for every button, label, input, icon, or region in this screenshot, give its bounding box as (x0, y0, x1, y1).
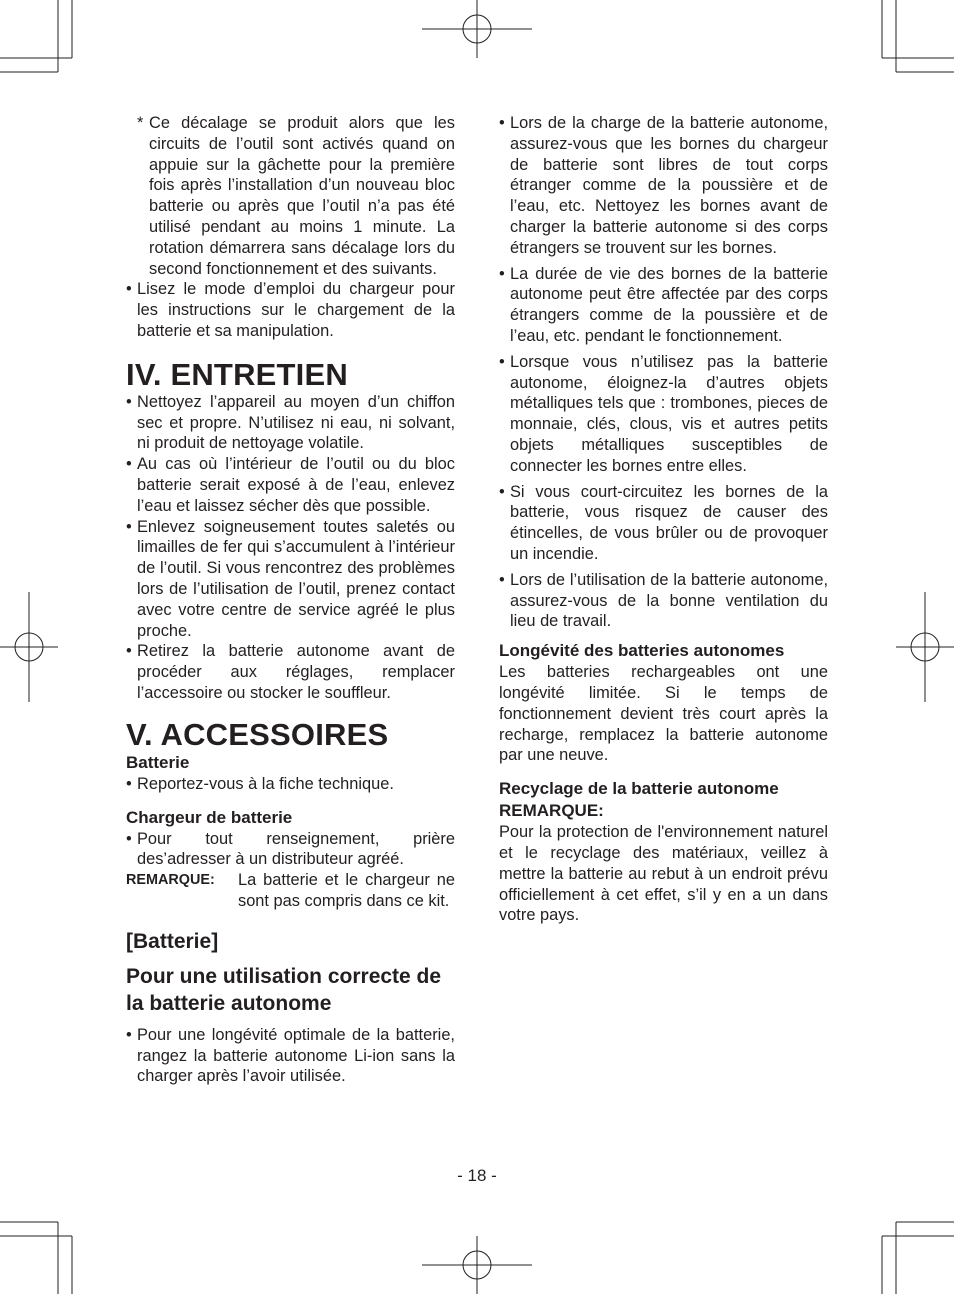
list-item: • Reportez-vous à la fiche technique. (126, 774, 455, 795)
paragraph-recyclage: Pour la protection de l'environnement naturel et le recyclage des matériaux, veillez à mettre la batterie au rebut à un endroit prévu officiellement à cet effet, s’il y en a un dans votre pays. (499, 823, 828, 925)
list-item: • Retirez la batterie autonome avant de procéder aux réglages, remplacer l’accessoire ou stocker le souffleur. (126, 641, 455, 703)
note-text: La batterie et le chargeur ne sont pas compris dans ce kit. (238, 871, 455, 910)
list-item: • Si vous court-circuitez les bornes de la batterie, vous risquez de causer des étincelles, de vous brûler ou de provoquer un incendie. (499, 482, 828, 565)
heading-batterie: Batterie (126, 752, 190, 772)
list-item: • Au cas où l’intérieur de l’outil ou du bloc batterie serait exposé à de l’eau, enlevez l’eau et laissez sécher dès que possible. (126, 454, 455, 516)
entretien-list (126, 392, 455, 704)
heading-utilisation: Pour une utilisation correcte de la batterie autonome (126, 964, 442, 1015)
list-item: • Pour une longévité optimale de la batterie, rangez la batterie autonome Li-ion sans la charger après l’avoir utilisée. (126, 1025, 455, 1087)
list-item: • Lorsque vous n’utilisez pas la batterie autonome, éloignez-la d’autres objets métalliques tels que : trombones, pieces de monnaie, clés, clous, vis et autres petits objets métalliques susceptibles de connecter les bornes entre elles. (499, 352, 828, 477)
heading-chargeur: Chargeur de batterie (126, 807, 293, 827)
asterisk-mark: * (137, 114, 144, 132)
note-label: REMARQUE: (126, 872, 215, 889)
list-item: • Nettoyez l’appareil au moyen d’un chiffon sec et propre. N’utilisez ni eau, ni solvant, ni produit de nettoyage volatile. (126, 392, 455, 454)
footnote-text: Ce décalage se produit alors que les circuits de l’outil sont activés quand on appuie sur la gâchette pour la première fois après l’installation d’un nouveau bloc batterie ou après que l’outil n’a pas été utilisé pendant au moins 1 minute. La rotation démarrera sans décalage lors du second fonctionnement et des suivants. (149, 114, 455, 278)
list-item: • Enlevez soigneusement toutes saletés ou limailles de fer qui s’accumulent à l’intérieur de l’outil. Si vous rencontrez des problèmes lors de l’utilisation de l’outil, prenez contact avec votre centre de service agréé le plus proche. (126, 517, 455, 642)
footnote-star (126, 113, 455, 279)
right-column (499, 113, 828, 926)
heading-recyclage-remarque: REMARQUE: (499, 801, 604, 821)
left-column (126, 113, 455, 1087)
list-item: • Pour tout renseignement, prière des’adresser à un distributeur agréé. (126, 829, 455, 871)
list-item: • Lors de l’utilisation de la batterie autonome, assurez-vous de la bonne ventilation du lieu de travail. (499, 570, 828, 632)
note-remarque (126, 870, 455, 912)
heading-batterie-bracket: [Batterie] (126, 929, 219, 953)
heading-recyclage: Recyclage de la batterie autonome (499, 779, 779, 799)
page-number: - 18 - (457, 1166, 497, 1185)
section-title-accessoires: V. ACCESSOIRES (126, 716, 389, 752)
section-title-entretien: IV. ENTRETIEN (126, 356, 348, 392)
list-item-charger-manual: • Lisez le mode d’emploi du chargeur pour les instructions sur le chargement de la batterie et sa manipulation. (126, 279, 455, 341)
paragraph-longevite: Les batteries rechargeables ont une longévité limitée. Si le temps de fonctionnement devient très court après la recharge, remplacez la batterie autonome par une neuve. (499, 663, 828, 765)
list-item: • Lors de la charge de la batterie autonome, assurez-vous que les bornes du chargeur de batterie sont libres de tout corps étranger comme de la poussière et de l’eau, etc. Nettoyez les bornes avant de charger la batterie autonome si des corps étrangers se trouvent sur les bornes. (499, 113, 828, 259)
heading-longevite: Longévité des batteries autonomes (499, 641, 785, 661)
list-item: • La durée de vie des bornes de la batterie autonome peut être affectée par des corps étrangers comme de la poussière et de l’eau, etc. pendant le fonctionnement. (499, 264, 828, 347)
